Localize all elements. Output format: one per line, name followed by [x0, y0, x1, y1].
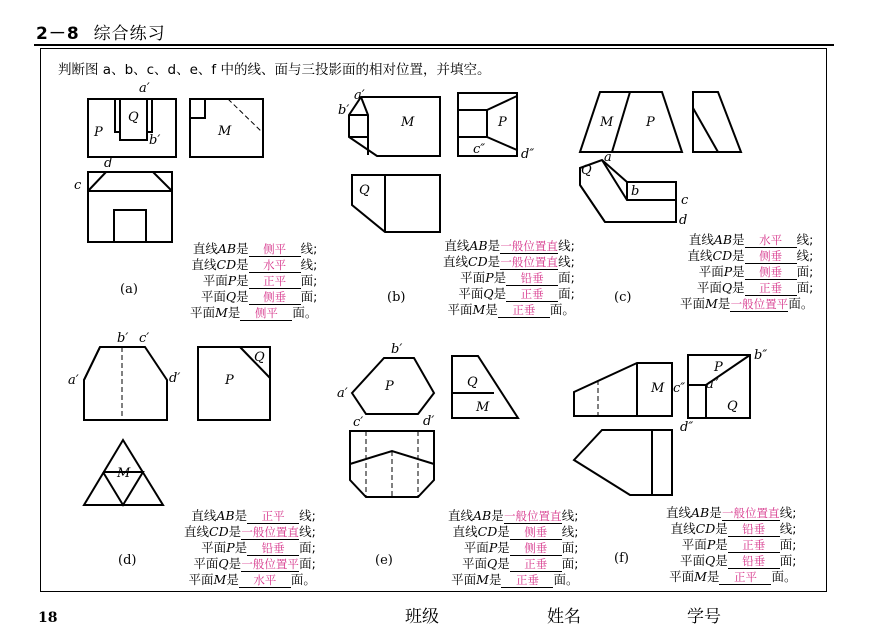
answer-blank: 一般位置平 [730, 297, 789, 311]
answer-row [184, 556, 316, 572]
label-a-c: c [74, 178, 82, 193]
answer-element-name: Q [704, 553, 716, 568]
answer-blank: 铅垂 [247, 542, 299, 556]
label-f-b2: b″ [754, 348, 768, 363]
answer-element-name: P [226, 540, 235, 555]
answer-element-name: P [227, 273, 237, 288]
answer-prefix: 平面 [679, 553, 705, 568]
answer-suffix: 面; [796, 280, 814, 295]
answer-element-name: M [215, 305, 228, 320]
answer-prefix: 直线 [444, 238, 470, 253]
answer-suffix: 面; [561, 540, 579, 555]
exercise-number: 2－8 [36, 24, 80, 44]
answer-prefix: 直线 [688, 232, 714, 247]
answer-verb: 是 [226, 572, 239, 587]
answer-prefix: 平面 [200, 289, 226, 304]
answer-prefix: 平面 [680, 296, 706, 311]
caption-d: (d) [118, 553, 137, 568]
answer-blank: 水平 [745, 234, 797, 248]
answer-blank: 一般位置直 [241, 525, 299, 539]
label-d-M: M [117, 466, 131, 481]
answer-row [666, 569, 796, 585]
answer-verb: 是 [485, 302, 498, 317]
answer-verb: 是 [497, 524, 510, 539]
answer-element-name: CD [477, 524, 498, 539]
answer-element-name: CD [695, 521, 716, 536]
answer-element-name: Q [721, 280, 733, 295]
answer-verb: 是 [234, 540, 248, 555]
label-c-c: c [681, 193, 689, 208]
answer-blank: 一般位置直 [500, 239, 558, 253]
answer-verb: 是 [717, 296, 731, 311]
label-f-Q: Q [727, 399, 738, 414]
answer-blank: 铅垂 [728, 523, 780, 537]
answer-verb: 是 [488, 572, 502, 587]
answer-prefix: 直线 [448, 508, 474, 523]
label-c-b: b [631, 184, 640, 199]
answer-element-name: Q [225, 289, 237, 304]
answer-blank: 侧垂 [745, 250, 797, 264]
answers-b [443, 238, 575, 318]
label-d-d1: d′ [169, 371, 181, 386]
answer-blank: 水平 [239, 574, 291, 588]
answer-suffix: 线; [300, 257, 318, 272]
answer-verb: 是 [236, 241, 249, 256]
answer-blank: 正垂 [506, 288, 558, 302]
answer-element-name: AB [713, 232, 733, 247]
answer-suffix: 面; [558, 286, 575, 301]
answer-blank: 正垂 [745, 282, 797, 296]
answer-verb: 是 [236, 289, 249, 304]
answer-row [448, 540, 578, 556]
answer-blank: 正垂 [510, 558, 562, 572]
answer-suffix: 线; [561, 508, 579, 523]
label-a-d: d [104, 156, 113, 171]
label-f-c2: c″ [673, 381, 686, 396]
answer-suffix: 线; [558, 254, 575, 269]
answer-verb: 是 [236, 257, 249, 272]
answer-row [680, 280, 813, 296]
label-a-M: M [218, 124, 232, 139]
label-b-Q: Q [359, 183, 370, 198]
answer-prefix: 平面 [201, 540, 227, 555]
label-e-P: P [385, 379, 394, 394]
answer-suffix: 线; [779, 505, 797, 520]
label-b-a1: a′ [354, 88, 365, 103]
label-a-b1: b′ [149, 133, 161, 148]
figure-a [88, 99, 263, 242]
answer-row [190, 241, 317, 257]
answer-verb: 是 [706, 569, 720, 584]
answer-blank: 正垂 [728, 539, 780, 553]
caption-e: (e) [375, 553, 393, 568]
answers-a [190, 241, 317, 321]
answer-row [184, 508, 316, 524]
label-f-a2: a″ [706, 377, 719, 392]
label-f-P: P [714, 360, 723, 375]
answer-blank: 铅垂 [728, 555, 780, 569]
answer-prefix: 平面 [463, 540, 489, 555]
answer-verb: 是 [493, 270, 507, 285]
answer-prefix: 平面 [188, 572, 214, 587]
answer-prefix: 直线 [192, 241, 218, 256]
answer-element-name: M [476, 572, 489, 587]
answer-suffix: 线; [796, 232, 814, 247]
answer-blank: 正平 [719, 571, 771, 585]
answer-prefix: 直线 [666, 505, 692, 520]
answer-row [184, 524, 316, 540]
answer-row [443, 254, 575, 270]
answer-prefix: 直线 [191, 257, 217, 272]
answer-prefix: 直线 [670, 521, 696, 536]
answer-suffix: 线; [299, 524, 316, 539]
answer-element-name: P [485, 270, 494, 285]
caption-f: (f) [614, 551, 629, 566]
answer-verb: 是 [228, 556, 242, 571]
label-e-b1: b′ [391, 342, 403, 357]
answer-suffix: 面。 [788, 296, 814, 311]
answer-element-name: AB [691, 505, 710, 520]
label-d-a1: a′ [68, 373, 79, 388]
exercise-title: 综合练习 [93, 24, 166, 44]
label-f-M: M [651, 381, 665, 396]
label-c-a: a [604, 150, 612, 165]
answer-verb: 是 [732, 264, 745, 279]
answer-row [680, 296, 813, 312]
answer-element-name: AB [469, 238, 488, 253]
answer-prefix: 平面 [669, 569, 695, 584]
answer-prefix: 平面 [447, 302, 473, 317]
answer-element-name: Q [483, 286, 494, 301]
label-e-M: M [476, 400, 490, 415]
answer-suffix: 面。 [292, 305, 318, 320]
answer-row [443, 286, 575, 302]
answer-blank: 正垂 [501, 574, 553, 588]
answer-prefix: 平面 [190, 305, 216, 320]
answer-blank: 正平 [249, 275, 301, 289]
answer-element-name: P [706, 537, 716, 552]
answer-blank: 侧垂 [510, 542, 562, 556]
answer-row [448, 508, 578, 524]
label-c-M: M [600, 115, 614, 130]
label-e-c1: c′ [353, 415, 364, 430]
label-d-Q: Q [254, 350, 265, 365]
answer-suffix: 面; [779, 537, 797, 552]
answer-suffix: 面。 [290, 572, 316, 587]
answer-verb: 是 [732, 232, 745, 247]
answer-blank: 侧垂 [510, 526, 562, 540]
answer-verb: 是 [497, 540, 510, 555]
answer-prefix: 平面 [458, 286, 484, 301]
answer-row [680, 232, 813, 248]
answer-suffix: 面; [300, 273, 318, 288]
answer-row [666, 553, 796, 569]
footer-class-label: 班级 [405, 607, 439, 627]
label-c-d: d [679, 213, 688, 228]
answer-suffix: 线; [796, 248, 814, 263]
answer-prefix: 直线 [184, 524, 210, 539]
answer-row [443, 302, 575, 318]
figure-f [574, 355, 750, 495]
answer-verb: 是 [493, 286, 507, 301]
answer-prefix: 平面 [460, 270, 486, 285]
answer-verb: 是 [228, 524, 242, 539]
answer-blank: 一般位置直 [500, 255, 558, 269]
answer-blank: 正平 [247, 510, 299, 524]
answer-prefix: 平面 [696, 280, 722, 295]
answers-e [448, 508, 578, 588]
label-a-P: P [94, 125, 103, 140]
answer-verb: 是 [732, 280, 745, 295]
answer-row [190, 273, 317, 289]
answer-element-name: CD [209, 524, 229, 539]
label-e-d1: d′ [423, 414, 435, 429]
answer-prefix: 平面 [698, 264, 724, 279]
answer-suffix: 面; [558, 270, 575, 285]
answer-prefix: 直线 [191, 508, 217, 523]
answer-suffix: 面; [561, 556, 579, 571]
answer-blank: 侧平 [249, 243, 301, 257]
label-a-a1: a′ [139, 81, 150, 96]
answer-suffix: 面; [300, 289, 318, 304]
answer-row [666, 537, 796, 553]
answer-row [190, 305, 317, 321]
answer-row [680, 248, 813, 264]
answer-prefix: 直线 [443, 254, 469, 269]
label-f-d2: d″ [680, 420, 694, 435]
answer-blank: 侧垂 [249, 291, 301, 305]
answer-row [443, 270, 575, 286]
answer-suffix: 线; [561, 524, 579, 539]
answer-suffix: 面。 [553, 572, 579, 587]
answer-suffix: 面。 [549, 302, 575, 317]
answer-element-name: P [488, 540, 498, 555]
label-a-Q: Q [128, 110, 139, 125]
answer-row [448, 556, 578, 572]
answer-prefix: 直线 [687, 248, 713, 263]
answer-suffix: 线; [299, 508, 316, 523]
answer-suffix: 线; [558, 238, 575, 253]
answer-blank: 侧垂 [745, 266, 797, 280]
answer-element-name: Q [486, 556, 498, 571]
answer-suffix: 面; [779, 553, 797, 568]
label-b-P: P [498, 115, 507, 130]
caption-c: (c) [614, 290, 632, 305]
answer-suffix: 线; [300, 241, 318, 256]
answer-verb: 是 [227, 305, 241, 320]
caption-a: (a) [120, 282, 138, 297]
answer-prefix: 平面 [451, 572, 477, 587]
answer-row [666, 505, 796, 521]
answer-row [190, 289, 317, 305]
answer-verb: 是 [715, 537, 728, 552]
answer-blank: 水平 [249, 259, 301, 273]
answer-element-name: AB [217, 241, 237, 256]
answer-prefix: 平面 [202, 273, 228, 288]
answer-verb: 是 [236, 273, 249, 288]
answer-suffix: 线; [779, 521, 797, 536]
label-e-Q: Q [467, 375, 478, 390]
answer-element-name: Q [218, 556, 229, 571]
answer-element-name: M [694, 569, 707, 584]
answer-suffix: 面; [299, 540, 316, 555]
answer-prefix: 平面 [681, 537, 707, 552]
figure-b [349, 93, 517, 232]
label-c-P: P [646, 115, 655, 130]
label-d-b1: b′ [117, 331, 129, 346]
answer-blank: 侧平 [240, 307, 292, 321]
footer-id-label: 学号 [687, 607, 721, 627]
answer-prefix: 平面 [193, 556, 219, 571]
label-d-P: P [225, 373, 234, 388]
answer-suffix: 面。 [771, 569, 797, 584]
answer-element-name: AB [473, 508, 492, 523]
label-e-a1: a′ [337, 386, 348, 401]
label-b-M: M [401, 115, 415, 130]
page-number: 18 [38, 610, 58, 626]
answer-row [666, 521, 796, 537]
answer-element-name: P [723, 264, 733, 279]
answer-verb: 是 [715, 521, 728, 536]
answer-element-name: CD [216, 257, 237, 272]
answer-row [443, 238, 575, 254]
label-b-d2: d″ [521, 147, 535, 162]
label-d-c1: c′ [139, 331, 150, 346]
answer-verb: 是 [487, 254, 501, 269]
answer-suffix: 面; [796, 264, 814, 279]
answer-element-name: M [213, 572, 227, 587]
answer-verb: 是 [715, 553, 728, 568]
answer-element-name: CD [468, 254, 488, 269]
answer-blank: 铅垂 [506, 272, 558, 286]
answer-row [184, 540, 316, 556]
answer-verb: 是 [732, 248, 745, 263]
instruction-text: 判断图 a、b、c、d、e、f 中的线、面与三投影面的相对位置，并填空。 [58, 62, 491, 78]
answer-row [448, 524, 578, 540]
answer-verb: 是 [709, 505, 722, 520]
answer-row [184, 572, 316, 588]
answer-blank: 一般位置直 [722, 506, 780, 520]
answer-element-name: M [705, 296, 718, 311]
answer-row [190, 257, 317, 273]
answer-element-name: AB [216, 508, 235, 523]
footer-name-label: 姓名 [547, 607, 581, 627]
label-b-c2: c″ [473, 142, 486, 157]
answer-verb: 是 [234, 508, 248, 523]
answers-c [680, 232, 813, 312]
answer-prefix: 直线 [452, 524, 478, 539]
answers-d [184, 508, 316, 588]
answer-suffix: 面; [299, 556, 316, 571]
answer-row [680, 264, 813, 280]
caption-b: (b) [387, 290, 406, 305]
label-b-b1: b′ [338, 103, 350, 118]
answer-blank: 一般位置直 [504, 509, 562, 523]
answer-element-name: M [472, 302, 486, 317]
answer-verb: 是 [491, 508, 504, 523]
answer-row [448, 572, 578, 588]
answer-blank: 正垂 [498, 304, 550, 318]
answer-blank: 一般位置平 [241, 557, 299, 571]
answers-f [666, 505, 796, 585]
answer-verb: 是 [497, 556, 510, 571]
label-c-Q: Q [581, 163, 592, 178]
answer-prefix: 平面 [461, 556, 487, 571]
answer-element-name: CD [712, 248, 733, 263]
answer-verb: 是 [487, 238, 501, 253]
